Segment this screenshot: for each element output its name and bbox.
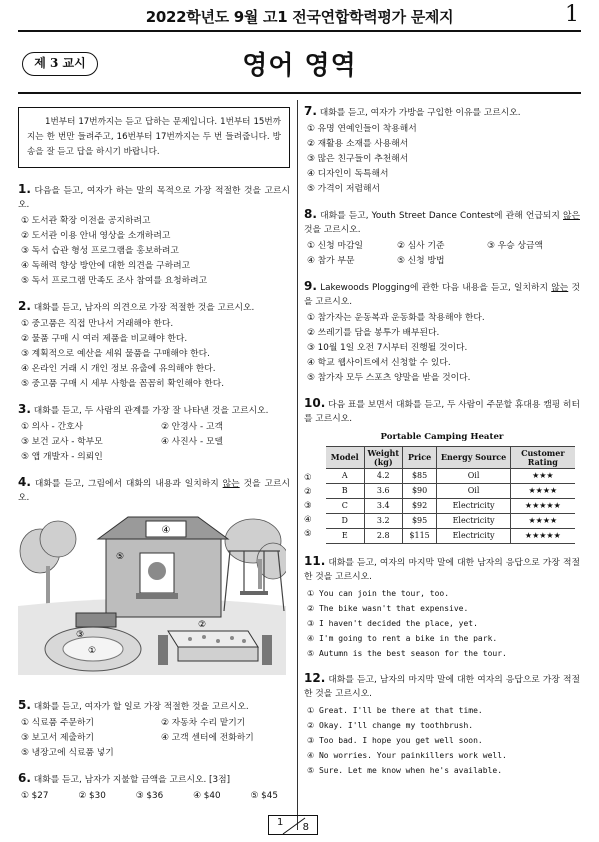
column-header: Energy Source [437,447,511,469]
table-header-row [326,447,575,469]
option-3[interactable]: ③ 우승 상금액 [487,241,543,251]
table-cell: ★★★ [511,469,575,484]
question-number: 8. [304,207,317,221]
question-11 [304,554,580,661]
option-1[interactable]: ① 참가자는 운동복과 운동화를 착용해야 한다. [307,313,485,323]
option-3[interactable]: ③ 계획적으로 예산을 세워 물품을 구매해야 한다. [21,349,210,359]
table-cell: Electricity [437,529,511,544]
option-1[interactable]: ① You can join the tour, too. [307,589,450,598]
table-cell: E [326,529,364,544]
option-4[interactable]: ④ 디자인이 독특해서 [307,169,389,179]
table-cell: ★★★★★ [511,499,575,514]
table-cell: 3.6 [364,484,403,499]
question-10 [304,396,580,544]
session-badge: 제 3 교시 [22,52,98,76]
page-indicator [268,815,318,835]
question-number: 5. [18,698,31,712]
header-rule [18,30,581,32]
current-page: 1 [277,817,284,828]
question-text: 대화를 듣고, 여자가 가방을 구입한 이유를 고르시오. [319,108,521,118]
row-marker[interactable]: ⑤ [304,529,312,539]
option-5[interactable]: ⑤ $45 [250,791,278,801]
question-number: 2. [18,299,31,313]
table-cell: $115 [403,529,437,544]
table-cell: 4.2 [364,469,403,484]
question-text: 대화를 듣고, 남자의 마지막 말에 대한 여자의 응답으로 가장 적절한 것을 고르시오. [304,675,580,699]
option-2[interactable]: ② The bike wasn't that expensive. [307,604,469,613]
table-cell: $92 [403,499,437,514]
table-cell: $85 [403,469,437,484]
row-marker[interactable]: ④ [304,515,312,525]
question-12 [304,671,580,778]
question-number: 11. [304,554,326,568]
table-cell: Oil [437,469,511,484]
option-1[interactable]: ① 도서관 확장 이전을 공지하려고 [21,216,151,226]
option-5[interactable]: ⑤ 중고품 구매 시 세부 사항을 꼼꼼히 확인해야 한다. [21,379,225,389]
question-2 [18,299,290,392]
option-5[interactable]: ⑤ 가격이 저렴해서 [307,184,380,194]
option-5[interactable]: ⑤ 앱 개발자 - 의뢰인 [21,452,103,462]
question-number: 1. [18,182,31,196]
illustration-mark-4: ④ [161,525,171,536]
column-divider [297,100,298,830]
question-text: 대화를 듣고, 남자의 의견으로 가장 적절한 것을 고르시오. [33,303,255,313]
subject-title: 영어 영역 [242,51,357,81]
column-header: Model [326,447,364,469]
table-row [326,484,575,499]
table-row [326,529,575,544]
option-1[interactable]: ① 식료품 주문하기 [21,718,94,728]
row-marker[interactable]: ③ [304,501,312,511]
option-2[interactable]: ② 심사 기준 [397,241,445,251]
table-cell: ★★★★ [511,484,575,499]
listening-notice: 1번부터 17번까지는 듣고 답하는 문제입니다. 1번부터 15번까지는 한 번만 들려주고, 16번부터 17번까지는 두 번 들려줍니다. 방송을 잘 듣고 답을 하시기 바랍니다. [18,107,290,168]
table-cell: $90 [403,484,437,499]
question-text: 다음 표를 보면서 대화를 듣고, 두 사람이 주문할 휴대용 캠핑 히터를 고르시오. [304,400,581,424]
option-1[interactable]: ① 중고품은 직접 만나서 거래해야 한다. [21,319,174,329]
question-text: 대화를 듣고, 여자의 마지막 말에 대한 남자의 응답으로 가장 적절한 것을 고르시오. [304,558,580,582]
table-cell: 3.4 [364,499,403,514]
option-4[interactable]: ④ 참가 부문 [307,256,355,266]
illustration-mark-2: ② [198,620,207,630]
option-4[interactable]: ④ 사진사 - 모델 [161,437,223,447]
column-header: Weight (kg) [364,447,403,469]
right-column [304,104,580,788]
option-1[interactable]: ① 유명 연예인들이 착용해서 [307,124,417,134]
row-markers [304,446,326,544]
option-2[interactable]: ② 쓰레기를 담을 봉투가 배부된다. [307,328,440,338]
question-8 [304,207,580,269]
illustration-mark-1: ① [88,646,97,656]
question-text-end: 것을 고르시오. [304,225,361,235]
option-3[interactable]: ③ 10월 1일 오전 7시부터 진행될 것이다. [307,343,468,353]
column-header: Customer Rating [511,447,575,469]
question-text: 다음을 듣고, 여자가 하는 말의 목적으로 가장 적절한 것을 고르시오. [18,186,290,210]
option-3[interactable]: ③ 보고서 제출하기 [21,733,94,743]
question-text: 대화를 듣고, 두 사람의 관계를 가장 잘 나타낸 것을 고르시오. [33,406,269,416]
option-1[interactable]: ① $27 [21,791,49,801]
exam-title: 2022학년도 9월 고1 전국연합학력평가 문제지 [145,8,454,26]
option-4[interactable]: ④ No worries. Your painkillers work well. [307,751,507,760]
table-cell: $95 [403,514,437,529]
left-column [18,104,290,814]
question-emphasis: 않는 [551,283,569,293]
question-9 [304,279,580,386]
option-2[interactable]: ② 도서관 이용 안내 영상을 소개하려고 [21,231,171,241]
row-marker[interactable]: ② [304,487,312,497]
total-pages: 8 [302,822,309,833]
heater-table [326,446,575,544]
option-2[interactable]: ② Okay. I'll change my toothbrush. [307,721,474,730]
header-rule-thick [18,92,581,94]
question-number: 6. [18,771,31,785]
question-4 [18,475,290,688]
option-4[interactable]: ④ 고객 센터에 전화하기 [161,733,254,743]
question-text: 대화를 듣고, 남자가 지불할 금액을 고르시오. [3점] [33,775,231,785]
option-4[interactable]: ④ 독해력 향상 방안에 대한 의견을 구하려고 [21,261,191,271]
option-1[interactable]: ① 신청 마감일 [307,241,363,251]
question-number: 12. [304,671,326,685]
question-text-end: 것을 고르시오. [304,283,581,307]
illustration-mark-3: ③ [76,630,85,640]
table-cell: ★★★★★ [511,529,575,544]
option-4[interactable]: ④ $40 [193,791,221,801]
question-6 [18,771,290,804]
table-cell: B [326,484,364,499]
question-text-end: 것을 고르시오. [18,479,290,503]
table-row [326,514,575,529]
table-cell: Oil [437,484,511,499]
option-2[interactable]: ② 재활용 소재를 사용해서 [307,139,409,149]
option-1[interactable]: ① 의사 - 간호사 [21,422,83,432]
option-5[interactable]: ⑤ Autumn is the best season for the tour. [307,649,507,658]
table-cell: 3.2 [364,514,403,529]
question-number: 3. [18,402,31,416]
option-3[interactable]: ③ 많은 친구들이 추천해서 [307,154,409,164]
option-5[interactable]: ⑤ 냉장고에 식료품 넣기 [21,748,114,758]
table-cell: Electricity [437,514,511,529]
option-4[interactable]: ④ 온라인 거래 시 개인 정보 유출에 유의해야 한다. [21,364,216,374]
option-3[interactable]: ③ I haven't decided the place, yet. [307,619,478,628]
option-2[interactable]: ② $30 [78,791,106,801]
option-4[interactable]: ④ 학교 웹사이트에서 신청할 수 있다. [307,358,451,368]
question-7 [304,104,580,197]
option-5[interactable]: ⑤ Sure. Let me know when he's available. [307,766,503,775]
table-row [326,469,575,484]
option-3[interactable]: ③ Too bad. I hope you get well soon. [307,736,483,745]
question-number: 10. [304,396,326,410]
heater-table-wrapper [304,446,580,544]
table-row [326,499,575,514]
option-1[interactable]: ① Great. I'll be there at that time. [307,706,483,715]
option-2[interactable]: ② 물품 구매 시 여러 제품을 비교해야 한다. [21,334,188,344]
question-text: Lakewoods Plogging에 관한 다음 내용을 듣고, 일치하지 [320,283,552,293]
question-1 [18,182,290,289]
table-cell: D [326,514,364,529]
question-emphasis: 않는 [222,479,240,489]
row-marker[interactable]: ① [304,473,312,483]
table-cell: C [326,499,364,514]
question-number: 4. [18,475,31,489]
header-page-number: 1 [565,2,579,27]
question-number: 7. [304,104,317,118]
table-cell: A [326,469,364,484]
option-4[interactable]: ④ I'm going to rent a bike in the park. [307,634,498,643]
option-5[interactable]: ⑤ 독서 프로그램 만족도 조사 참여를 요청하려고 [21,276,208,286]
option-2[interactable]: ② 안경사 - 고객 [161,422,223,432]
question-text: 대화를 듣고, 여자가 할 일로 가장 적절한 것을 고르시오. [33,702,249,712]
option-2[interactable]: ② 자동차 수리 맡기기 [161,718,246,728]
question-3 [18,402,290,465]
table-title: Portable Camping Heater [380,432,504,442]
table-cell: ★★★★ [511,514,575,529]
table-cell: Electricity [437,499,511,514]
question-emphasis: 않은 [563,211,580,221]
question-text: 대화를 듣고, Youth Street Dance Contest에 관해 언급되지 [320,211,563,221]
option-3[interactable]: ③ 보건 교사 - 학부모 [21,437,103,447]
option-5[interactable]: ⑤ 참가자 모두 스포츠 양말을 받을 것이다. [307,373,471,383]
option-3[interactable]: ③ 독서 습관 형성 프로그램을 홍보하려고 [21,246,179,256]
option-5[interactable]: ⑤ 신청 방법 [397,256,445,266]
column-header: Price [403,447,437,469]
garden-house-illustration [18,511,286,675]
illustration-mark-5: ⑤ [116,552,125,562]
question-5 [18,698,290,761]
question-text: 대화를 듣고, 그림에서 대화의 내용과 일치하지 [34,479,223,489]
option-3[interactable]: ③ $36 [135,791,164,801]
question-number: 9. [304,279,317,293]
table-cell: 2.8 [364,529,403,544]
